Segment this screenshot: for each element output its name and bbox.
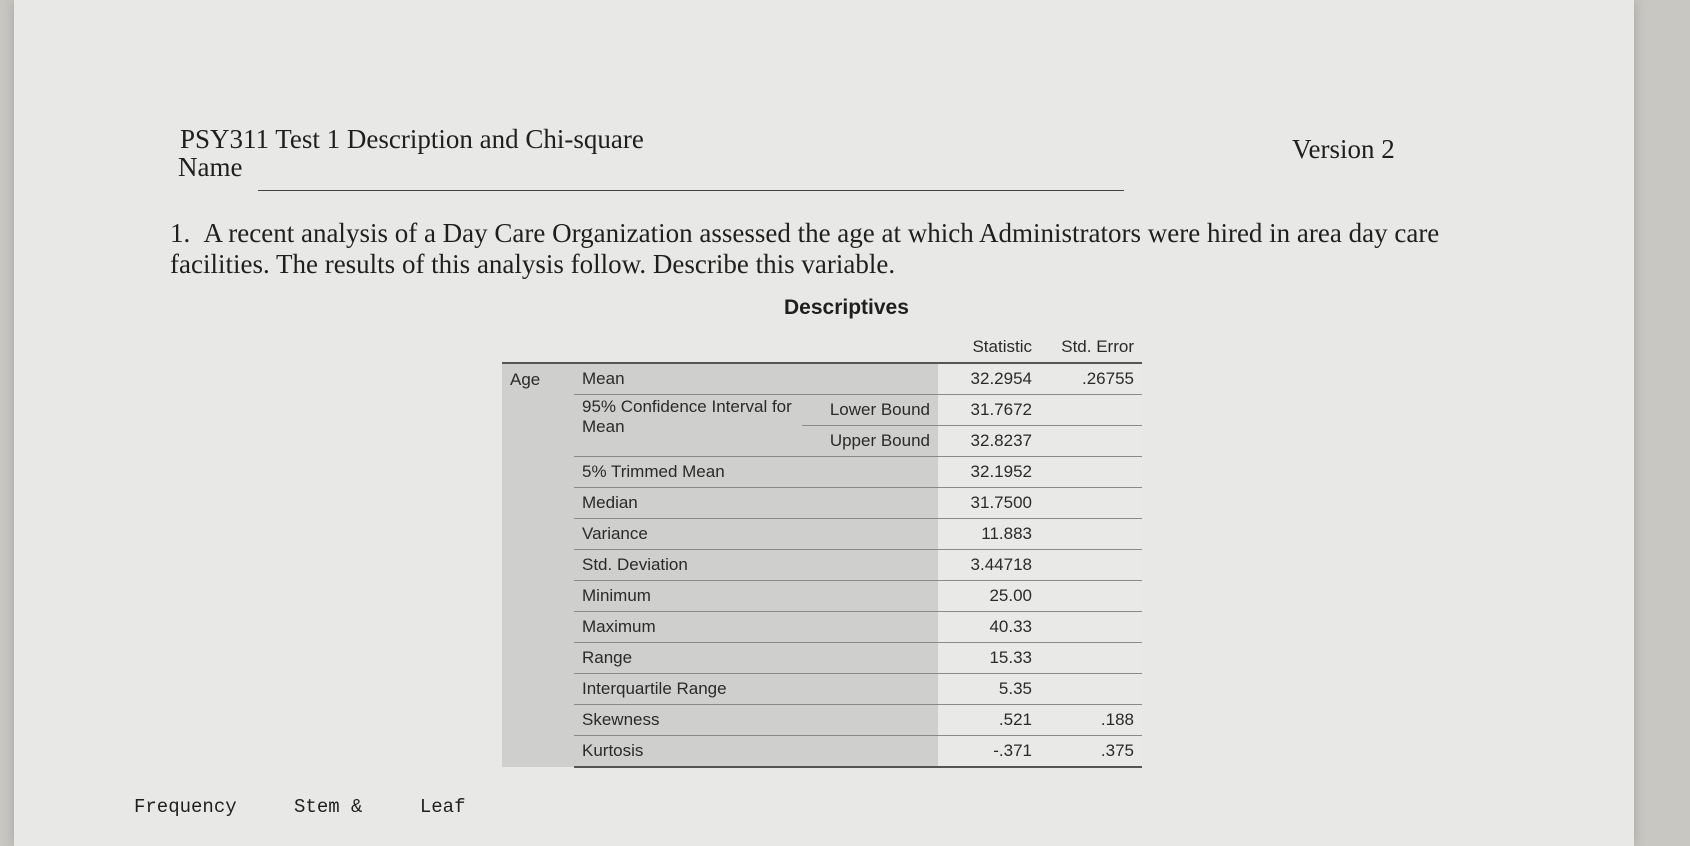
std-error-value — [1040, 395, 1142, 426]
row-label: Median — [574, 488, 938, 519]
std-error-value — [1040, 612, 1142, 643]
statistic-value: 32.8237 — [938, 426, 1040, 457]
statistic-value: 3.44718 — [938, 550, 1040, 581]
table-row — [502, 581, 1142, 612]
statistic-value: 25.00 — [938, 581, 1040, 612]
row-label: 95% Confidence Interval for Mean — [574, 395, 802, 457]
stem-leaf-header — [134, 796, 511, 818]
row-label: Std. Deviation — [574, 550, 938, 581]
statistic-value: 31.7672 — [938, 395, 1040, 426]
std-error-value: .375 — [1040, 736, 1142, 768]
statistic-value: 32.2954 — [938, 363, 1040, 395]
table-row — [502, 612, 1142, 643]
descriptives-table — [502, 332, 1142, 768]
statistic-value: -.371 — [938, 736, 1040, 768]
table-row — [502, 705, 1142, 736]
std-error-value — [1040, 426, 1142, 457]
row-label: Range — [574, 643, 938, 674]
variable-name: Age — [502, 363, 574, 767]
paper-page — [14, 0, 1634, 846]
table-row — [502, 488, 1142, 519]
std-error-value — [1040, 643, 1142, 674]
table-row — [502, 457, 1142, 488]
row-label: Skewness — [574, 705, 938, 736]
question-1 — [170, 218, 1510, 280]
row-sublabel: Lower Bound — [802, 395, 938, 426]
version-label: Version 2 — [1292, 134, 1395, 164]
col-header-std-error: Std. Error — [1040, 332, 1142, 363]
row-label: Variance — [574, 519, 938, 550]
row-label: Mean — [574, 363, 938, 395]
std-error-value: .188 — [1040, 705, 1142, 736]
statistic-value: 15.33 — [938, 643, 1040, 674]
statistic-value: .521 — [938, 705, 1040, 736]
row-sublabel: Upper Bound — [802, 426, 938, 457]
row-label: Kurtosis — [574, 736, 938, 768]
std-error-value — [1040, 550, 1142, 581]
row-label: Minimum — [574, 581, 938, 612]
table-row — [502, 550, 1142, 581]
name-blank-line — [258, 190, 1124, 191]
table-row — [502, 363, 1142, 395]
statistic-value: 5.35 — [938, 674, 1040, 705]
std-error-value — [1040, 519, 1142, 550]
row-label: 5% Trimmed Mean — [574, 457, 938, 488]
name-label: Name — [178, 152, 243, 182]
question-text: A recent analysis of a Day Care Organization assessed the age at which Administrators were hired in area day care facilities. The results of this analysis follow. Describe this variable. — [170, 218, 1440, 279]
statistic-value: 31.7500 — [938, 488, 1040, 519]
std-error-value — [1040, 674, 1142, 705]
std-error-value — [1040, 457, 1142, 488]
question-number: 1. — [170, 218, 191, 248]
stem-label: Stem & — [294, 796, 363, 818]
table-row — [502, 643, 1142, 674]
row-label: Maximum — [574, 612, 938, 643]
statistic-value: 11.883 — [938, 519, 1040, 550]
table-row — [502, 674, 1142, 705]
frequency-label: Frequency — [134, 796, 237, 818]
row-label: Interquartile Range — [574, 674, 938, 705]
std-error-value — [1040, 581, 1142, 612]
statistic-value: 32.1952 — [938, 457, 1040, 488]
table-title: Descriptives — [784, 296, 909, 319]
table-row — [502, 519, 1142, 550]
std-error-value: .26755 — [1040, 363, 1142, 395]
test-title: PSY311 Test 1 Description and Chi-square — [180, 124, 644, 154]
col-header-statistic: Statistic — [938, 332, 1040, 363]
std-error-value — [1040, 488, 1142, 519]
table-row — [502, 395, 1142, 426]
leaf-label: Leaf — [419, 796, 466, 818]
statistic-value: 40.33 — [938, 612, 1040, 643]
table-row — [502, 736, 1142, 768]
